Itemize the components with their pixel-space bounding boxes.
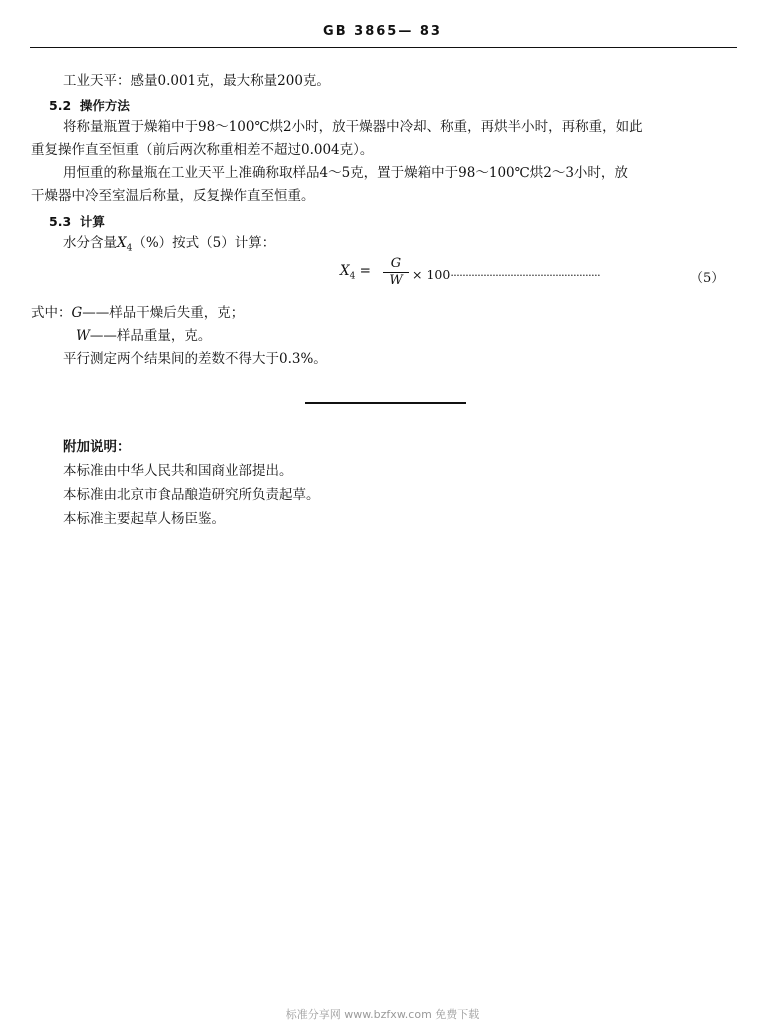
calc-intro-variable: X bbox=[117, 235, 127, 251]
formula-variable: X bbox=[340, 263, 350, 279]
notes-title: 附加说明： bbox=[63, 439, 131, 455]
procedure-paragraph-2-line-1: 用恒重的称量瓶在工业天平上准确称取样品4～5克，置于燥箱中于98～100℃烘2～3小时，放 bbox=[63, 165, 628, 181]
watermark-footer: 标准分享网 www.bzfxw.com 免费下载 bbox=[285, 1008, 480, 1021]
procedure-paragraph-2-line-2: 干燥器中冷至室温后称量，反复操作直至恒重。 bbox=[31, 188, 315, 204]
where-w-description: ——样品重量，克。 bbox=[89, 328, 212, 344]
section-5-3-heading bbox=[49, 212, 105, 230]
procedure-paragraph-1-line-1: 将称量瓶置于燥箱中于98～100℃烘2小时，放干燥器中冷却、称重，再烘半小时，再称重，如此 bbox=[63, 119, 643, 135]
formula-lhs bbox=[340, 263, 371, 282]
section-title: 计算 bbox=[79, 214, 105, 229]
calc-intro-text: 水分含量 bbox=[63, 235, 117, 251]
section-5-2-heading bbox=[49, 96, 130, 114]
section-separator bbox=[305, 402, 466, 404]
calc-intro-text-2: （%）按式（5）计算： bbox=[132, 235, 276, 251]
calc-intro-subscript: 4 bbox=[126, 243, 133, 254]
formula-fraction bbox=[383, 256, 409, 289]
where-w-line bbox=[76, 325, 211, 347]
notes-line-2: 本标准由北京市食品酿造研究所负责起草。 bbox=[63, 487, 320, 503]
formula-equals: = bbox=[359, 263, 371, 279]
formula-number: （5） bbox=[690, 271, 725, 286]
where-w-variable: W bbox=[76, 328, 90, 344]
notes-line-1: 本标准由中华人民共和国商业部提出。 bbox=[63, 463, 293, 479]
where-g-line bbox=[31, 302, 244, 324]
notes-line-3: 本标准主要起草人杨臣鉴。 bbox=[63, 511, 225, 527]
formula-rest bbox=[412, 267, 600, 282]
section-title: 操作方法 bbox=[79, 98, 130, 113]
section-number: 5.3 bbox=[49, 214, 72, 229]
fraction-numerator: G bbox=[390, 256, 402, 271]
formula-subscript: 4 bbox=[349, 271, 356, 282]
standard-code-header: GB 3865— 83 bbox=[323, 24, 442, 39]
where-g-description: ——样品干燥后失重，克； bbox=[82, 305, 245, 321]
formula-multiplier: × 100 bbox=[412, 267, 451, 282]
calculation-intro bbox=[63, 232, 275, 260]
procedure-paragraph-1-line-2: 重复操作直至恒重（前后两次称重相差不超过0.004克）。 bbox=[31, 142, 374, 158]
tolerance-statement: 平行测定两个结果间的差数不得大于0.3%。 bbox=[63, 351, 327, 367]
header-rule bbox=[30, 47, 737, 48]
where-g-variable: G bbox=[71, 305, 83, 321]
fraction-denominator: W bbox=[389, 273, 403, 288]
section-number: 5.2 bbox=[49, 98, 72, 113]
balance-spec: 工业天平：感量0.001克，最大称量200克。 bbox=[63, 73, 330, 89]
where-prefix: 式中： bbox=[31, 305, 72, 321]
formula-leader-dots: ·················································· bbox=[450, 269, 601, 282]
